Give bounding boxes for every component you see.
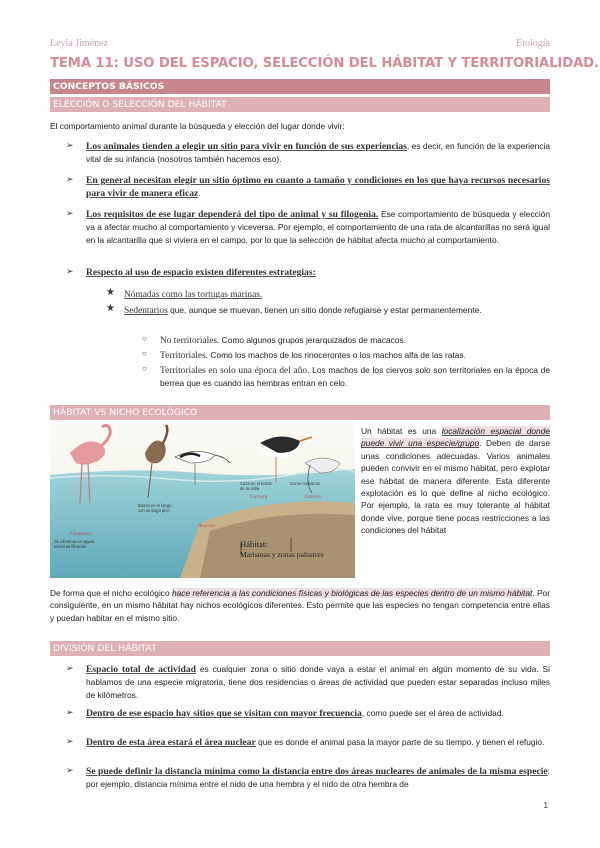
section-bar-conceptos: CONCEPTOS BÁSICOS [50, 79, 550, 94]
division-item: Dentro de esta área estará el área nuclear que es donde el animal pasa la mayor parte de su tiempo. y tienen el refugio. [86, 737, 545, 748]
svg-text:Busca en el fango: Busca en el fango [138, 503, 172, 508]
sub-item: Territoriales. Como los machos de los rinocerontes o los machos alfa de las ratas. [160, 350, 466, 361]
illus-label-flamenco: Flamenco [70, 531, 92, 537]
subject-name: Etología [516, 38, 550, 49]
illus-label-avoceta: Avoceta [198, 523, 216, 529]
nicho-paragraph: De forma que el nicho ecológico hace referencia a las condiciones físicas y biológicas de las especies dentro de un mismo hábitat. Por consiguiente, en un mismo hábitat hay nichos ecológicos diferentes. Esto permite que las especies no tengan competencia entre ellas y puedan habitar en el mismo sitio. [50, 588, 550, 623]
section-bar-eleccion: ELECCIÓN O SELECCIÓN DEL HÁBITAT [50, 97, 550, 112]
bullet-item: Los requisitos de ese lugar dependerá del tipo de animal y su filogenia. Ese comportamiento de búsqueda y elección va a afectar mucho al comportamiento y viceversa. Por ejemplo, el comportamiento de una rata de alcantarillas no será igual en la alcantarilla que si viviera en el campo, por lo que la selección de hábitat afecta mucho al comportamiento. [86, 209, 551, 245]
page-header [50, 38, 550, 52]
section-bar-division: DIVISIÓN DEL HÁBITAT [50, 641, 550, 656]
page-title: TEMA 11: USO DEL ESPACIO, SELECCIÓN DEL HÁBITAT Y TERRITORIALIDAD. [50, 56, 599, 71]
svg-text:de la orilla: de la orilla [240, 486, 260, 491]
bullet-item: Respecto al uso de espacio existen diferentes estrategias: [86, 267, 316, 278]
bullet-item: En general necesitan elegir un sitio óptimo en cuanto a tamaño y condiciones en los que haya recursos necesarios para vivir de manera eficaz. [86, 175, 550, 200]
illus-label-ostrero: Ostrero [305, 494, 322, 500]
habitat-definition: Un hábitat es una localización espacial donde puede vivir una especie/grupo. Deben de darse unas condiciones adecuadas. Varios animales pueden convivir en el mismo hábitat, pero explotar ese hábitat de manera diferente. Esta diferente explotación es lo que define al nicho ecológico. Por ejemplo, la rata es muy tolerante al hábitat donde vive, porque tiene pocas restricciones a las condiciones del hábitat [361, 426, 551, 536]
arrow-bullet-icon: ➢ [66, 765, 74, 775]
star-bullet-icon: ★ [106, 303, 115, 314]
arrow-bullet-icon: ➢ [66, 174, 74, 184]
intro-text: El comportamiento animal durante la búsqueda y elección del lugar donde vivir: [50, 121, 345, 131]
sub-item: No territoriales. Como algunos grupos jerarquizados de macacos. [160, 335, 407, 346]
division-item: Dentro de ese espacio hay sitios que se visitan con mayor frecuencia, como puede ser el área de actividad. [86, 708, 504, 719]
arrow-bullet-icon: ➢ [66, 266, 74, 276]
bullet-item: Los animales tienden a elegir un sitio para vivir en función de sus experiencias, es decir, en función de la experiencia vital de su infancia (nosotros también hacemos eso). [86, 141, 551, 165]
author-name: Leyla Jiménez [50, 38, 109, 49]
illus-subtitle: Marismas y zonas palustres [240, 550, 324, 559]
star-bullet-icon: ★ [106, 287, 115, 298]
arrow-bullet-icon: ➢ [66, 140, 74, 150]
arrow-bullet-icon: ➢ [66, 736, 74, 746]
circle-bullet-icon: ○ [142, 349, 147, 358]
division-item: Se puede definir la distancia mínima como la distancia entre dos áreas nucleares de animales de la misma especie: por ejemplo, distancia mínima entre el nido de una hembra y el nido de otra hembra de [86, 766, 550, 790]
svg-text:Caza en el borde: Caza en el borde [240, 481, 272, 486]
star-item: Nómadas como las tortugas marinas. [124, 290, 263, 300]
illus-label-garceta: Garceta [250, 494, 268, 500]
arrow-bullet-icon: ➢ [66, 208, 74, 218]
svg-text:con su largo pico: con su largo pico [138, 508, 170, 513]
section-bar-habitat-nicho: HÁBITAT VS NICHO ECOLÓGICO [50, 405, 550, 420]
svg-text:Come moluscos: Come moluscos [290, 481, 321, 486]
illus-title: Hábitat: [240, 539, 268, 549]
arrow-bullet-icon: ➢ [66, 663, 74, 673]
page-number: 1 [543, 801, 548, 810]
division-item: Espacio total de actividad es cualquier zona o sitio donde vaya a estar el animal en algún momento de su vida. Si hablamos de una especie migratoria, tiene dos residencias o áreas de actividad que pueden estar separadas incluso miles de kilómetros. [86, 664, 550, 700]
star-item: Sedentarios que, aunque se muevan, tienen un sitio donde refugiarse y estar permanentemente. [124, 305, 482, 316]
circle-bullet-icon: ○ [142, 334, 147, 343]
svg-text:someras filtrando: someras filtrando [54, 544, 87, 549]
arrow-bullet-icon: ➢ [66, 707, 74, 717]
marsh-habitat-illustration [50, 423, 355, 578]
sub-item: Territoriales en solo una época del año. Los machos de los ciervos solo son territoriales en la época de berrea que es cuando las hembras entran en celo. [160, 365, 550, 389]
svg-text:Se alimenta en aguas: Se alimenta en aguas [54, 539, 95, 544]
circle-bullet-icon: ○ [142, 364, 147, 373]
